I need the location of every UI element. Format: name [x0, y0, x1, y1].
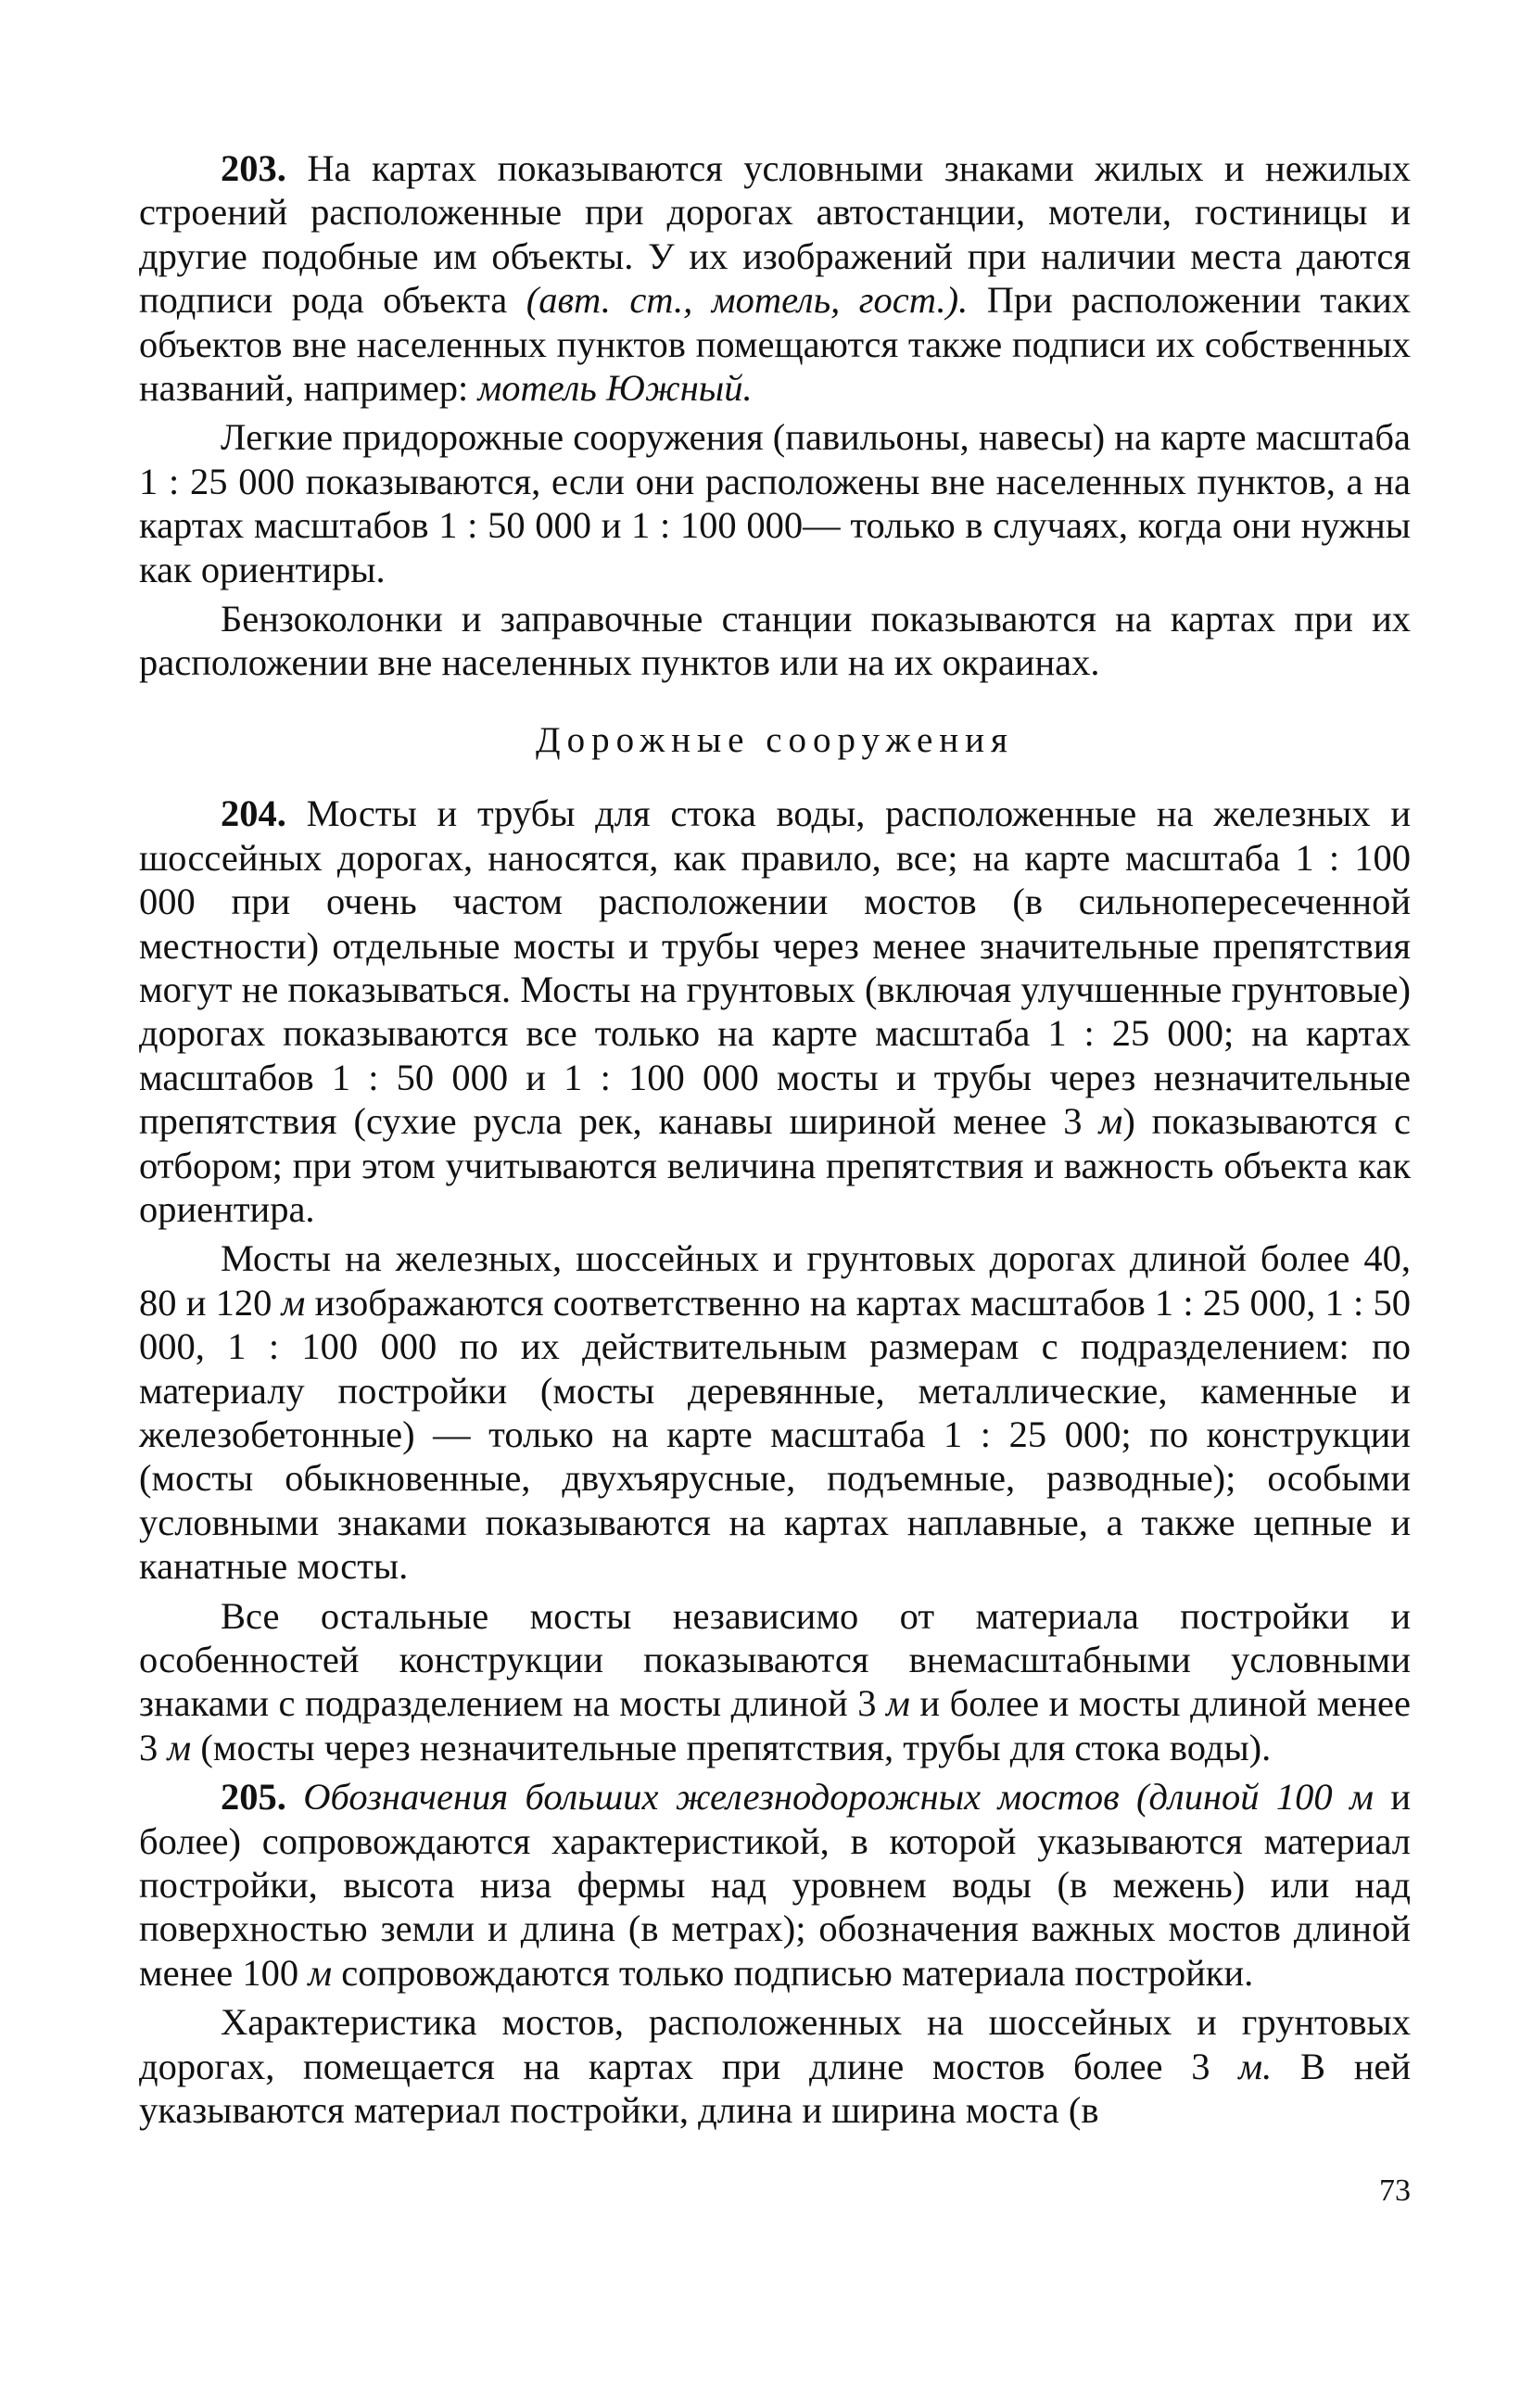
paragraph-text: сопровождаются только подписью материала постройки. — [341, 1951, 1254, 1994]
italic-text: мотель Южный. — [477, 367, 753, 410]
item-number: 205. — [221, 1776, 286, 1819]
italic-text: (авт. ст., мотель, гост.). — [526, 279, 969, 322]
paragraph-204 — [139, 792, 1411, 1231]
item-number: 204. — [221, 792, 286, 835]
paragraph-text: При расположении таких объектов вне населенных пунктов помещаются также подписи их собственных названий, например: — [139, 279, 1412, 410]
paragraph-text: В ней указываются материал постройки, длина и ширина моста (в — [139, 2045, 1412, 2132]
paragraph-203 — [139, 146, 1411, 410]
paragraph-bridge-sizes — [139, 1236, 1411, 1588]
italic-text: м — [1349, 1776, 1374, 1819]
paragraph-text: Характеристика мостов, расположенных на шоссейных и грунтовых дорогах, помещается на картах при длине мостов более 3 — [139, 2001, 1411, 2087]
italic-text: м — [308, 1951, 333, 1994]
paragraph-text: На картах показываются условными знаками жилых и нежилых строений расположенные при дорогах автостанции, мотели, гостиницы и другие подобные им объекты. У их изображений при наличии места даются подписи рода объекта — [139, 147, 1411, 322]
paragraph-text: Все остальные мосты независимо от материала постройки и особенностей конструкции показываются внемасштабными условными знаками с подразделением на мосты длиной 3 — [139, 1594, 1411, 1725]
paragraph-text: изображаются соответственно на картах масштабов 1 : 25 000, 1 : 50 000, 1 : 100 000 по их действительным размерам с подразделением: по материалу постройки (мосты деревянные, металлические, каменные и железобетонные) — только на карте масштаба 1 : 25 000; по конструкции (мосты обыкновенные, двухъярусные, подъемные, разводные); особыми условными знаками показываются на картах наплавные, а также цепные и канатные мосты. — [139, 1281, 1411, 1588]
paragraph-roadside-structures: Легкие придорожные сооружения (павильоны, навесы) на карте масштаба 1 : 25 000 показываются, если они расположены вне населенных пунктов, а на картах масштабов 1 : 50 000 и 1 : 100 000— только в случаях, когда они нужны как ориентиры. — [139, 416, 1411, 590]
paragraph-text: и более) сопровождаются характеристикой, в которой указываются материал постройки, высота низа фермы над уровнем воды (в межень) или над поверхностью земли и длина (в метрах); обозначения важных мостов длиной менее 100 — [139, 1776, 1412, 1994]
italic-text: м. — [1238, 2045, 1273, 2087]
paragraph-text: (мосты через незначительные препятствия, трубы для стока воды). — [200, 1726, 1272, 1768]
italic-text: м — [1098, 1100, 1123, 1143]
paragraph-text: ) показываются с отбором; при этом учитываются величина препятствия и важность объекта как ориентира. — [139, 1100, 1411, 1230]
page-body — [139, 146, 1411, 2137]
italic-text: м — [886, 1682, 910, 1725]
paragraph-205 — [139, 1775, 1411, 1995]
paragraph-fuel-stations: Бензоколонки и заправочные станции показываются на картах при их расположении вне населенных пунктов или на их окраинах. — [139, 598, 1411, 684]
item-number: 203. — [221, 147, 286, 189]
paragraph-bridge-characteristics — [139, 2000, 1411, 2132]
italic-text: м — [167, 1726, 192, 1768]
paragraph-text: и более и мосты длиной менее 3 — [139, 1682, 1411, 1768]
section-title: Дорожные сооружения — [536, 719, 1014, 760]
paragraph-text: Мосты на железных, шоссейных и грунтовых дорогах длиной более 40, 80 и 120 — [139, 1237, 1411, 1324]
page-number: 73 — [1379, 2174, 1411, 2208]
italic-text: Обозначения больших железнодорожных мостов (длиной 100 — [303, 1776, 1333, 1819]
paragraph-other-bridges — [139, 1594, 1411, 1770]
italic-text: м — [281, 1281, 306, 1324]
paragraph-text: Мосты и трубы для стока воды, расположенные на железных и шоссейных дорогах, наносятся, как правило, все; на карте масштаба 1 : 100 000 при очень частом расположении мостов (в сильнопересеченной местности) отдельные мосты и трубы через менее значительные препятствия могут не показываться. Мосты на грунтовых (включая улучшенные грунтовые) дорогах показываются все только на карте масштаба 1 : 25 000; на картах масштабов 1 : 50 000 и 1 : 100 000 мосты и трубы через незначительные препятствия (сухие русла рек, канавы шириной менее 3 — [139, 792, 1412, 1143]
